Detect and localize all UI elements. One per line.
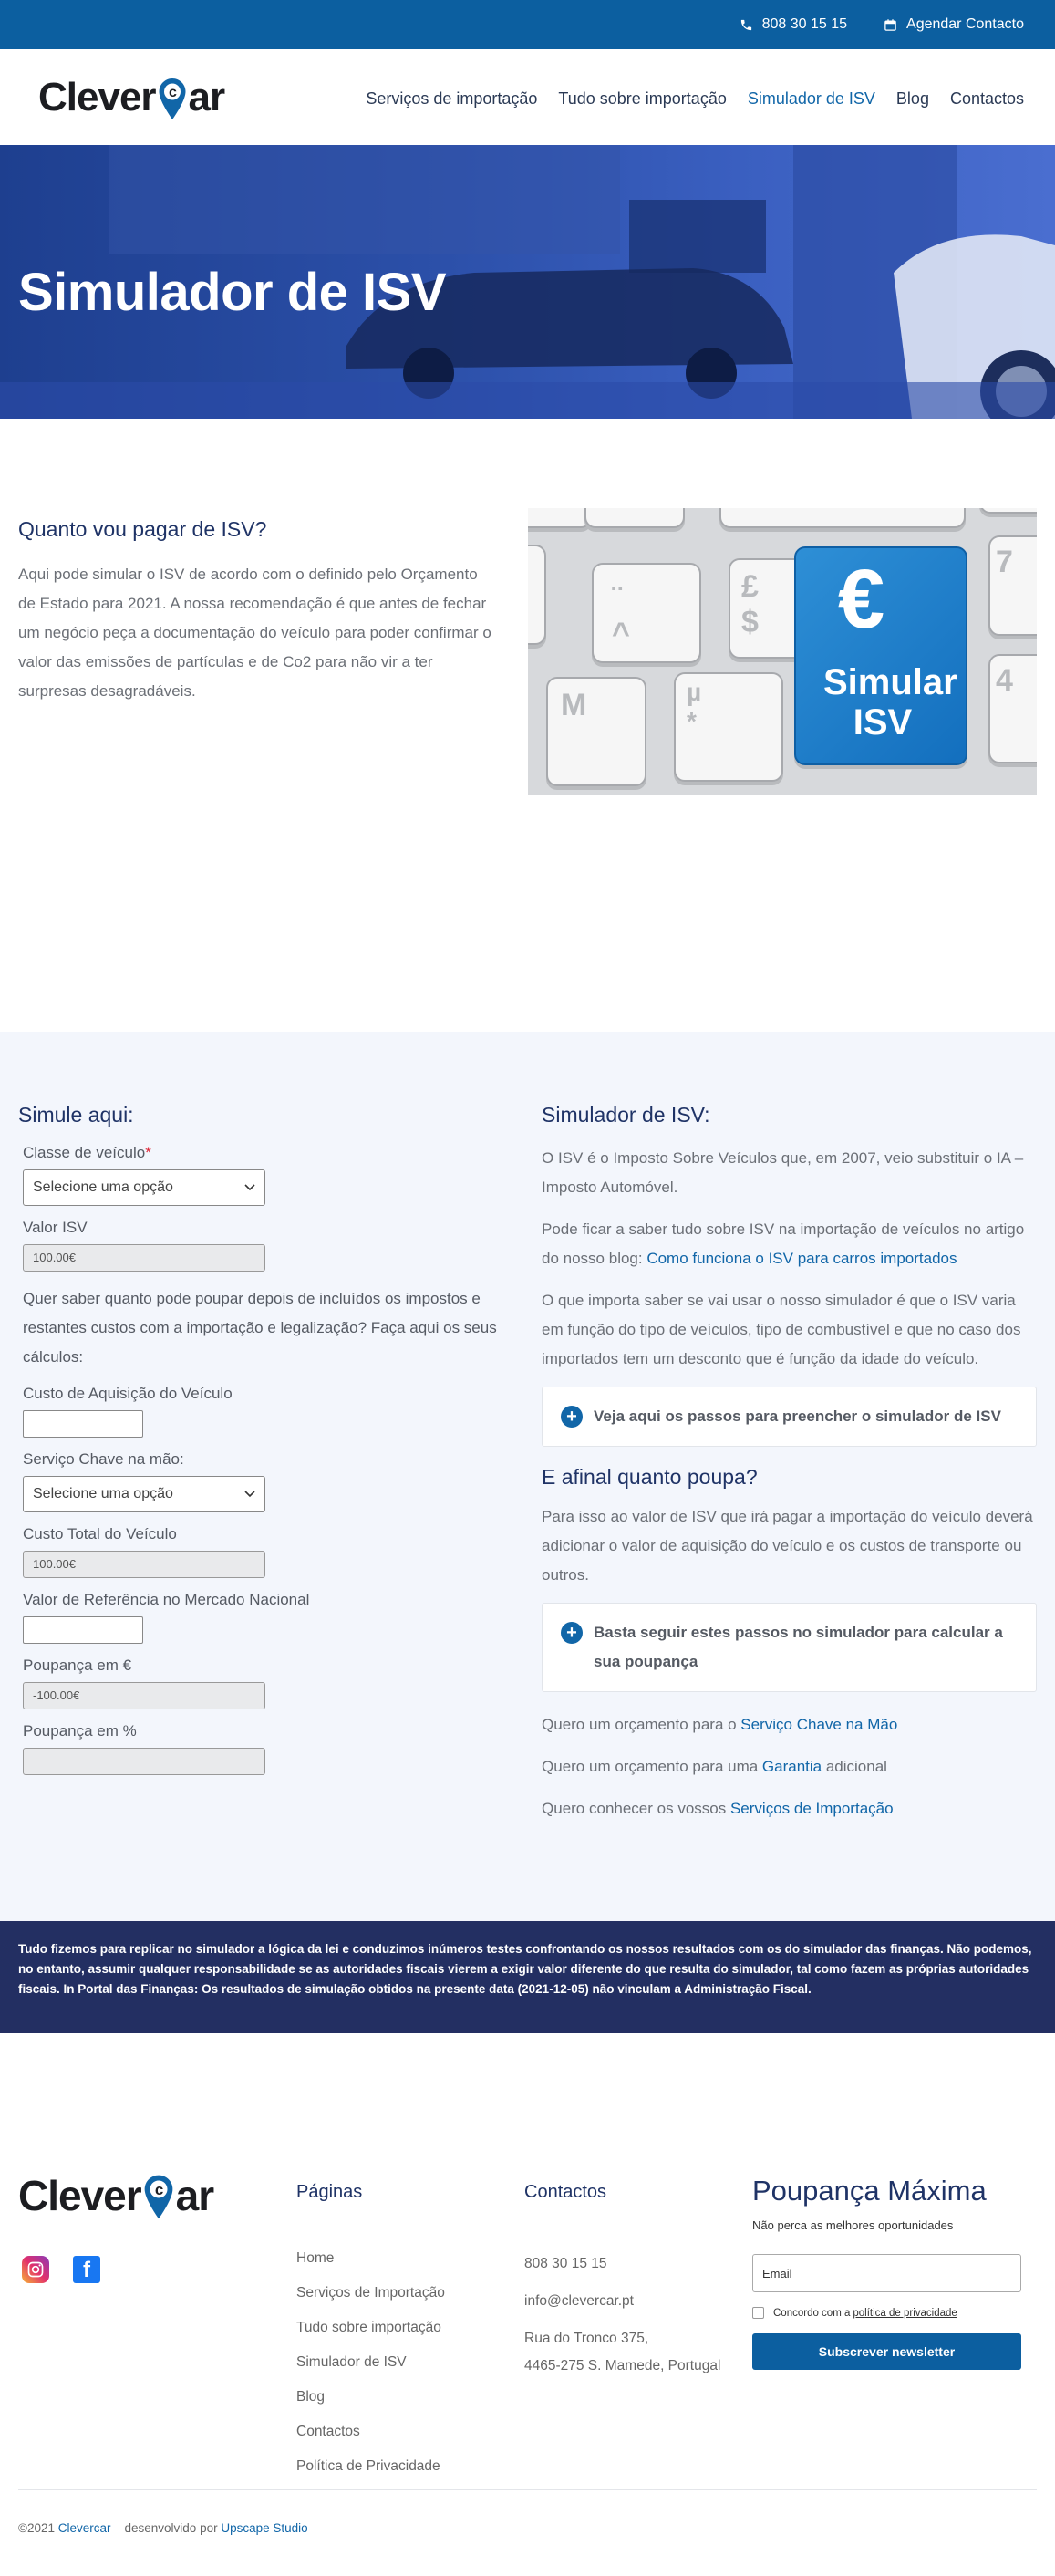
footer-link-home[interactable]: Home	[296, 2250, 335, 2266]
phone-number: 808 30 15 15	[761, 16, 848, 32]
footer-link-servicos[interactable]: Serviços de Importação	[296, 2285, 445, 2301]
info-heading: Simulador de ISV:	[542, 1103, 710, 1127]
keyboard-key	[528, 545, 546, 645]
privacy-consent-text: Concordo com a	[773, 2307, 851, 2319]
copyright-bar	[18, 2489, 1037, 2576]
footer-newsletter	[752, 2166, 1026, 2489]
isv-label: ISV	[853, 702, 913, 743]
nav-blog[interactable]: Blog	[895, 89, 929, 108]
page-title: Simulador de ISV	[18, 263, 446, 322]
copyright-brand-link[interactable]: Clevercar	[57, 2521, 111, 2535]
logo-text-first: Clever	[38, 74, 156, 119]
custo-aquisicao-input[interactable]	[23, 1410, 143, 1438]
site-header	[0, 49, 1055, 145]
chevron-down-icon	[244, 1486, 255, 1502]
schedule-contact-link[interactable]	[884, 16, 1024, 33]
custo-total-label: Custo Total do Veículo	[23, 1525, 177, 1542]
site-footer	[0, 2033, 1055, 2489]
footer-link-simulador[interactable]: Simulador de ISV	[296, 2354, 407, 2370]
footer-pages-title: Páginas	[296, 2182, 363, 2202]
subscribe-button[interactable]: Subscrever newsletter	[752, 2333, 1021, 2370]
privacy-consent	[752, 2307, 1026, 2319]
simulator-section	[0, 1032, 1055, 1921]
footer-link-blog[interactable]: Blog	[296, 2389, 326, 2405]
classe-select-value: Selecione uma opção	[33, 1179, 173, 1195]
schedule-contact-label: Agendar Contacto	[906, 16, 1024, 32]
footer-link-contactos[interactable]: Contactos	[296, 2424, 360, 2439]
savings-question: Quer saber quanto pode poupar depois de incluídos os impostos e restantes custos com a importação e legalização? Faça aqui os seus cálculos:	[23, 1290, 497, 1366]
top-bar	[0, 0, 1055, 49]
keyboard-key	[584, 508, 685, 528]
simular-isv-label	[823, 662, 957, 743]
servico-chave-select[interactable]	[23, 1476, 265, 1512]
footer-address	[524, 2325, 752, 2380]
simular-isv-key	[794, 546, 967, 765]
logo[interactable]	[38, 69, 224, 125]
simulator-info	[542, 1103, 1037, 1866]
keyboard-key	[528, 508, 592, 528]
servicos-importacao-link[interactable]: Serviços de Importação	[729, 1800, 894, 1817]
map-pin-icon	[157, 77, 188, 132]
logo-text-last: ar	[175, 2171, 214, 2219]
plus-icon: +	[561, 1406, 583, 1428]
footer-contacts-title: Contactos	[524, 2182, 607, 2202]
intro-section	[0, 419, 1055, 1032]
info-paragraph-2: Pode ficar a saber tudo sobre ISV na importação de veículos no artigo do nosso blog: Como funciona o ISV para carros importados	[542, 1220, 1025, 1267]
logo-text-first: Clever	[18, 2171, 141, 2219]
intro-text-block	[18, 508, 493, 940]
nav-servicos-importacao[interactable]: Serviços de importação	[366, 89, 538, 108]
calendar-icon	[884, 18, 897, 32]
instagram-icon[interactable]	[22, 2256, 49, 2283]
copyright-year: ©2021	[18, 2521, 58, 2535]
valor-isv-label: Valor ISV	[23, 1219, 88, 1236]
custo-total-field: 100.00€	[23, 1551, 265, 1578]
poupanca-eur-field: -100.00€	[23, 1682, 265, 1709]
servico-select-value: Selecione uma opção	[33, 1486, 173, 1501]
address-line-2: 4465-275 S. Mamede, Portugal	[524, 2358, 721, 2373]
keyboard-key: M	[546, 677, 646, 786]
keyboard-key: 7	[988, 535, 1037, 636]
keyboard-key: µ *	[674, 672, 783, 782]
valor-isv-field: 100.00€	[23, 1244, 265, 1272]
classe-label: Classe de veículo*	[23, 1144, 151, 1161]
form-heading: Simule aqui:	[18, 1103, 134, 1127]
info-paragraph-4: Para isso ao valor de ISV que irá pagar a importação do veículo deverá adicionar o valor de aquisição do veículo e os custos de transporte ou outros.	[542, 1508, 1033, 1584]
isv-article-link[interactable]: Como funciona o ISV para carros importados	[646, 1250, 957, 1267]
quote-line-2: Quero um orçamento para uma Garantia adicional	[542, 1758, 887, 1775]
garantia-link[interactable]: Garantia	[761, 1758, 822, 1775]
nav-contactos[interactable]: Contactos	[949, 89, 1024, 108]
servico-chave-link[interactable]: Serviço Chave na Mão	[740, 1716, 898, 1733]
copyright-middle: – desenvolvido por	[110, 2521, 222, 2535]
keyboard-image	[528, 508, 1037, 795]
footer-email[interactable]: info@clevercar.pt	[524, 2293, 634, 2309]
nav-simulador-isv[interactable]: Simulador de ISV	[747, 89, 875, 108]
classe-select[interactable]	[23, 1169, 265, 1206]
privacy-checkbox[interactable]	[752, 2307, 764, 2319]
newsletter-email-input[interactable]: Email	[752, 2254, 1021, 2292]
footer-contacts	[524, 2166, 752, 2489]
footer-pages	[296, 2166, 524, 2489]
keyboard-key: £ $	[729, 558, 833, 659]
accordion-savings-label: Basta seguir estes passos no simulador para calcular a sua poupança	[594, 1624, 1003, 1670]
newsletter-subtitle: Não perca as melhores oportunidades	[752, 2218, 954, 2232]
privacy-policy-link[interactable]: política de privacidade	[853, 2307, 957, 2319]
custo-aquisicao-label: Custo de Aquisição do Veículo	[23, 1385, 233, 1402]
poupanca-eur-label: Poupança em €	[23, 1657, 132, 1674]
nav-tudo-sobre-importacao[interactable]: Tudo sobre importação	[558, 89, 727, 108]
social-links	[22, 2256, 296, 2283]
footer-phone[interactable]: 808 30 15 15	[524, 2256, 607, 2271]
footer-pages-list	[296, 2250, 524, 2475]
info-paragraph-3: O que importa saber se vai usar o nosso simulador é que o ISV varia em função do tipo de veículos, tipo de combustível e que no caso dos importados tem um desconto que é função da idade do veículo.	[542, 1292, 1021, 1367]
footer-link-privacidade[interactable]: Política de Privacidade	[296, 2458, 440, 2474]
intro-paragraph: Aqui pode simular o ISV de acordo com o definido pelo Orçamento de Estado para 2021. A nossa recomendação é que antes de fechar um negócio peça a documentação do veículo para poder confirmar o valor das emissões de partículas e de Co2 para não vir a ter surpresas desagradáveis.	[18, 566, 491, 700]
servico-chave-label: Serviço Chave na mão:	[23, 1450, 184, 1468]
logo-text-last: ar	[188, 74, 225, 119]
footer-brand	[18, 2166, 296, 2489]
address-line-1: Rua do Tronco 375,	[524, 2331, 649, 2346]
svg-text:c: c	[168, 85, 176, 100]
simulator-form	[18, 1103, 509, 1866]
info-paragraph-1: O ISV é o Imposto Sobre Veículos que, em 2007, veio substituir o IA – Imposto Automóvel.	[542, 1149, 1024, 1196]
disclaimer-banner: Tudo fizemos para replicar no simulador a lógica da lei e conduzimos inúmeros testes confrontando os nossos resultados com os do simulador das finanças. Não podemos, no entanto, assumir qualquer responsabilidade se as autoridades fiscais vierem a exigir valor diferente do que resulta do simulador, tal como fazem as próprias autoridades fiscais. In Portal das Finanças: Os resultados de simulação obtidos na presente data (2021-12-05) não vinculam a Administração Fiscal.	[0, 1921, 1055, 2033]
phone-link[interactable]	[740, 16, 847, 33]
valor-referencia-label: Valor de Referência no Mercado Nacional	[23, 1591, 310, 1608]
plus-icon: +	[561, 1622, 583, 1644]
poupanca-pct-label: Poupança em %	[23, 1722, 137, 1740]
keyboard-key	[719, 508, 966, 528]
accordion-steps-label: Veja aqui os passos para preencher o simulador de ISV	[594, 1407, 1001, 1425]
facebook-icon[interactable]: f	[73, 2256, 100, 2283]
map-pin-icon	[142, 2173, 175, 2232]
intro-image	[528, 508, 1037, 940]
main-nav	[366, 89, 1024, 109]
intro-heading: Quanto vou pagar de ISV?	[18, 517, 267, 541]
accordion-steps-simulator[interactable]	[542, 1387, 1037, 1447]
phone-icon	[740, 18, 753, 32]
keyboard-key	[979, 508, 1037, 514]
keyboard-key: ¨ ^	[592, 563, 701, 663]
quote-line-1: Quero um orçamento para o Serviço Chave na Mão	[542, 1716, 898, 1733]
poupanca-pct-field	[23, 1748, 265, 1775]
hero-banner	[0, 145, 1055, 419]
quote-line-3: Quero conhecer os vossos Serviços de Importação	[542, 1800, 894, 1817]
simular-label: Simular	[823, 662, 957, 702]
footer-link-tudo-sobre[interactable]: Tudo sobre importação	[296, 2320, 441, 2335]
newsletter-title: Poupança Máxima	[752, 2175, 987, 2207]
studio-link[interactable]: Upscape Studio	[221, 2521, 308, 2535]
svg-text:c: c	[154, 2180, 162, 2198]
savings-heading: E afinal quanto poupa?	[542, 1465, 758, 1489]
euro-icon: €	[838, 553, 885, 646]
footer-logo[interactable]	[18, 2166, 296, 2225]
accordion-steps-savings[interactable]	[542, 1603, 1037, 1692]
keyboard-key: 4	[988, 654, 1037, 763]
valor-referencia-input[interactable]	[23, 1616, 143, 1644]
chevron-down-icon	[244, 1179, 255, 1196]
